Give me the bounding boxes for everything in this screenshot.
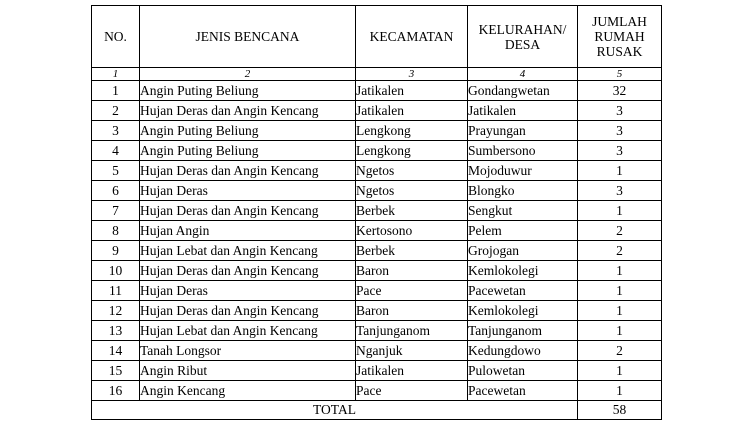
- row-no: 13: [92, 321, 140, 341]
- row-kelurahan-desa: Kemlokolegi: [468, 301, 578, 321]
- header-jenis-bencana: JENIS BENCANA: [140, 6, 356, 68]
- row-kelurahan-desa: Gondangwetan: [468, 81, 578, 101]
- disaster-table: [91, 5, 662, 420]
- row-no: 2: [92, 101, 140, 121]
- row-no: 15: [92, 361, 140, 381]
- row-no: 3: [92, 121, 140, 141]
- row-no: 8: [92, 221, 140, 241]
- row-kecamatan: Lengkong: [356, 141, 468, 161]
- table-row: [92, 301, 662, 321]
- table-row: [92, 121, 662, 141]
- column-index: 5: [578, 68, 662, 81]
- row-jumlah-rumah-rusak: 32: [578, 81, 662, 101]
- row-kecamatan: Kertosono: [356, 221, 468, 241]
- row-kecamatan: Ngetos: [356, 161, 468, 181]
- table-row: [92, 381, 662, 401]
- row-kelurahan-desa: Blongko: [468, 181, 578, 201]
- row-kecamatan: Ngetos: [356, 181, 468, 201]
- row-jenis-bencana: Hujan Deras: [140, 281, 356, 301]
- column-index-row: [92, 68, 662, 81]
- table-row: [92, 341, 662, 361]
- row-jumlah-rumah-rusak: 3: [578, 141, 662, 161]
- column-index: 4: [468, 68, 578, 81]
- table-body: [92, 81, 662, 401]
- row-kecamatan: Pace: [356, 281, 468, 301]
- column-index: 2: [140, 68, 356, 81]
- table-row: [92, 101, 662, 121]
- row-jumlah-rumah-rusak: 2: [578, 221, 662, 241]
- row-kecamatan: Nganjuk: [356, 341, 468, 361]
- table-row: [92, 81, 662, 101]
- row-kelurahan-desa: Mojoduwur: [468, 161, 578, 181]
- row-jenis-bencana: Hujan Angin: [140, 221, 356, 241]
- row-jenis-bencana: Tanah Longsor: [140, 341, 356, 361]
- row-jumlah-rumah-rusak: 1: [578, 201, 662, 221]
- row-no: 6: [92, 181, 140, 201]
- row-jenis-bencana: Angin Kencang: [140, 381, 356, 401]
- row-kelurahan-desa: Jatikalen: [468, 101, 578, 121]
- row-jenis-bencana: Hujan Deras dan Angin Kencang: [140, 201, 356, 221]
- row-kecamatan: Tanjunganom: [356, 321, 468, 341]
- row-kelurahan-desa: Sengkut: [468, 201, 578, 221]
- row-kelurahan-desa: Pacewetan: [468, 381, 578, 401]
- row-jenis-bencana: Hujan Lebat dan Angin Kencang: [140, 241, 356, 261]
- row-no: 11: [92, 281, 140, 301]
- row-jumlah-rumah-rusak: 1: [578, 321, 662, 341]
- row-jumlah-rumah-rusak: 1: [578, 381, 662, 401]
- row-jumlah-rumah-rusak: 1: [578, 261, 662, 281]
- row-kelurahan-desa: Kedungdowo: [468, 341, 578, 361]
- row-jenis-bencana: Hujan Deras dan Angin Kencang: [140, 101, 356, 121]
- header-no: NO.: [92, 6, 140, 68]
- table-row: [92, 221, 662, 241]
- row-no: 12: [92, 301, 140, 321]
- table-row: [92, 281, 662, 301]
- row-kelurahan-desa: Sumbersono: [468, 141, 578, 161]
- row-jenis-bencana: Hujan Deras dan Angin Kencang: [140, 301, 356, 321]
- row-jenis-bencana: Angin Puting Beliung: [140, 121, 356, 141]
- row-kecamatan: Berbek: [356, 241, 468, 261]
- table-row: [92, 261, 662, 281]
- row-kecamatan: Pace: [356, 381, 468, 401]
- row-kecamatan: Lengkong: [356, 121, 468, 141]
- table-row: [92, 141, 662, 161]
- row-no: 16: [92, 381, 140, 401]
- table-row: [92, 361, 662, 381]
- row-kecamatan: Baron: [356, 301, 468, 321]
- row-no: 1: [92, 81, 140, 101]
- row-kelurahan-desa: Pulowetan: [468, 361, 578, 381]
- row-kelurahan-desa: Pelem: [468, 221, 578, 241]
- table-row: [92, 321, 662, 341]
- row-jenis-bencana: Angin Puting Beliung: [140, 81, 356, 101]
- row-kecamatan: Jatikalen: [356, 81, 468, 101]
- row-no: 4: [92, 141, 140, 161]
- row-kelurahan-desa: Pacewetan: [468, 281, 578, 301]
- row-kelurahan-desa: Tanjunganom: [468, 321, 578, 341]
- table-row: [92, 241, 662, 261]
- row-no: 5: [92, 161, 140, 181]
- total-row: [92, 401, 662, 420]
- row-no: 10: [92, 261, 140, 281]
- row-jumlah-rumah-rusak: 1: [578, 361, 662, 381]
- row-kelurahan-desa: Kemlokolegi: [468, 261, 578, 281]
- row-kelurahan-desa: Prayungan: [468, 121, 578, 141]
- row-jumlah-rumah-rusak: 1: [578, 281, 662, 301]
- row-jenis-bencana: Angin Puting Beliung: [140, 141, 356, 161]
- row-no: 7: [92, 201, 140, 221]
- row-jenis-bencana: Angin Ribut: [140, 361, 356, 381]
- row-jenis-bencana: Hujan Deras dan Angin Kencang: [140, 261, 356, 281]
- row-jumlah-rumah-rusak: 3: [578, 121, 662, 141]
- header-kecamatan: KECAMATAN: [356, 6, 468, 68]
- total-value: 58: [578, 401, 662, 420]
- total-label: TOTAL: [92, 401, 578, 420]
- row-jenis-bencana: Hujan Deras dan Angin Kencang: [140, 161, 356, 181]
- header-jumlah-rumah-rusak: JUMLAH RUMAH RUSAK: [578, 6, 662, 68]
- row-jumlah-rumah-rusak: 3: [578, 101, 662, 121]
- table-row: [92, 161, 662, 181]
- row-jenis-bencana: Hujan Deras: [140, 181, 356, 201]
- row-jenis-bencana: Hujan Lebat dan Angin Kencang: [140, 321, 356, 341]
- row-jumlah-rumah-rusak: 1: [578, 161, 662, 181]
- row-jumlah-rumah-rusak: 1: [578, 301, 662, 321]
- column-index: 1: [92, 68, 140, 81]
- row-no: 9: [92, 241, 140, 261]
- row-no: 14: [92, 341, 140, 361]
- header-kelurahan-desa: KELURAHAN/ DESA: [468, 6, 578, 68]
- row-kecamatan: Jatikalen: [356, 361, 468, 381]
- table-row: [92, 201, 662, 221]
- row-kecamatan: Baron: [356, 261, 468, 281]
- table-row: [92, 181, 662, 201]
- table-header-row: [92, 6, 662, 68]
- row-kecamatan: Berbek: [356, 201, 468, 221]
- row-jumlah-rumah-rusak: 3: [578, 181, 662, 201]
- column-index: 3: [356, 68, 468, 81]
- row-kecamatan: Jatikalen: [356, 101, 468, 121]
- row-kelurahan-desa: Grojogan: [468, 241, 578, 261]
- row-jumlah-rumah-rusak: 2: [578, 341, 662, 361]
- row-jumlah-rumah-rusak: 2: [578, 241, 662, 261]
